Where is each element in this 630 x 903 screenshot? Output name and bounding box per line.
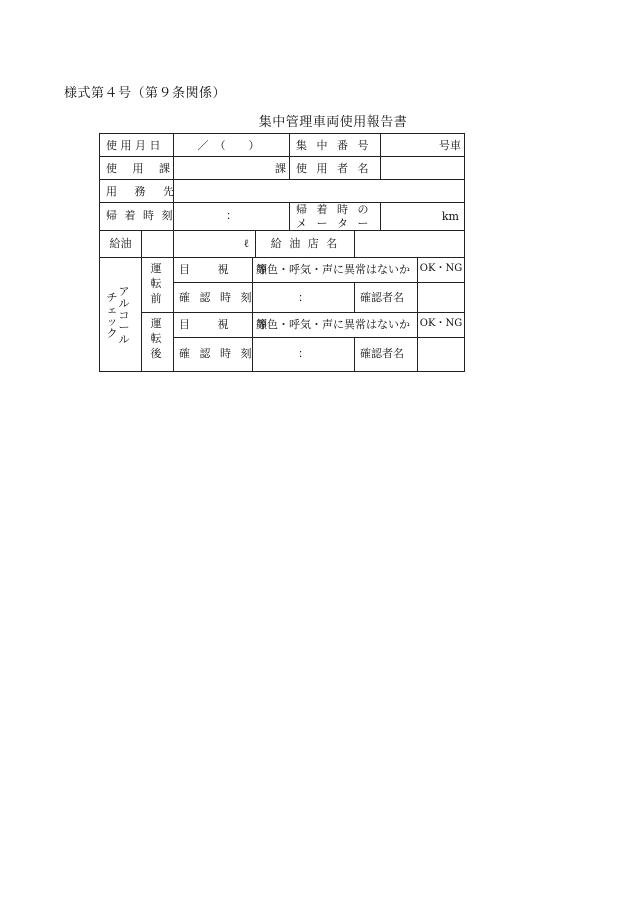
- before-confirm-time-value[interactable]: ：: [298, 291, 309, 304]
- before-confirm-time-label: 確 認 時 刻: [179, 291, 255, 304]
- return-meter-label-line1: 帰 着 時 の: [296, 203, 372, 216]
- after-visual-label: 目 視 等: [179, 318, 279, 331]
- before-visual-desc: 顔色・呼気・声に異常はないか: [256, 263, 410, 276]
- form-number: 様式第４号（第９条関係）: [64, 86, 227, 101]
- return-time-value[interactable]: ：: [226, 209, 237, 222]
- after-driving-label: 運転後: [150, 317, 162, 360]
- row-divider: [100, 156, 464, 157]
- central-number-unit: 号車: [439, 139, 461, 152]
- after-confirm-time-label: 確 認 時 刻: [179, 347, 255, 360]
- report-table: [99, 133, 465, 372]
- row-divider: [100, 230, 464, 231]
- user-name-label: 使 用 者 名: [296, 162, 372, 175]
- col-divider: [417, 257, 418, 371]
- col-divider: [354, 230, 355, 257]
- alcohol-check-label-col1: アルコール: [118, 285, 130, 346]
- after-confirmer-label: 確認者名: [360, 347, 404, 360]
- row-divider: [173, 282, 464, 283]
- col-divider: [289, 134, 290, 179]
- row-divider: [100, 202, 464, 203]
- col-divider: [173, 257, 174, 371]
- destination-label: 用 務 先: [106, 185, 181, 198]
- section-label: 使 用 課: [106, 162, 176, 175]
- before-confirmer-label: 確認者名: [360, 291, 404, 304]
- col-divider: [141, 230, 142, 371]
- use-date-value[interactable]: ／（ ）: [197, 139, 266, 152]
- use-date-label: 使 用 月 日: [106, 139, 161, 152]
- fuel-station-label: 給 油 店 名: [270, 237, 340, 250]
- alcohol-check-label-col2: チェック: [106, 291, 118, 340]
- row-divider: [141, 312, 464, 313]
- fuel-label: 給油: [109, 237, 132, 250]
- row-divider: [173, 337, 464, 338]
- col-divider: [354, 337, 355, 371]
- row-divider: [100, 179, 464, 180]
- central-number-label: 集 中 番 号: [296, 139, 372, 152]
- fuel-unit: ℓ: [243, 237, 249, 250]
- return-meter-label-line2: メ ー タ ー: [296, 217, 372, 230]
- row-divider: [100, 257, 464, 258]
- after-ok-ng[interactable]: OK・NG: [419, 318, 463, 329]
- return-meter-unit: km: [441, 210, 459, 223]
- col-divider: [289, 202, 290, 230]
- after-visual-desc: 顔色・呼気・声に異常はないか: [256, 318, 410, 331]
- before-visual-label: 目 視 等: [179, 263, 279, 276]
- before-ok-ng[interactable]: OK・NG: [419, 263, 463, 274]
- return-time-label: 帰 着 時 刻: [106, 209, 175, 222]
- after-confirm-time-value[interactable]: ：: [298, 347, 309, 360]
- before-driving-label: 運転前: [150, 262, 162, 305]
- section-unit: 課: [275, 162, 286, 175]
- col-divider: [354, 282, 355, 312]
- report-title: 集中管理車両使用報告書: [258, 115, 408, 130]
